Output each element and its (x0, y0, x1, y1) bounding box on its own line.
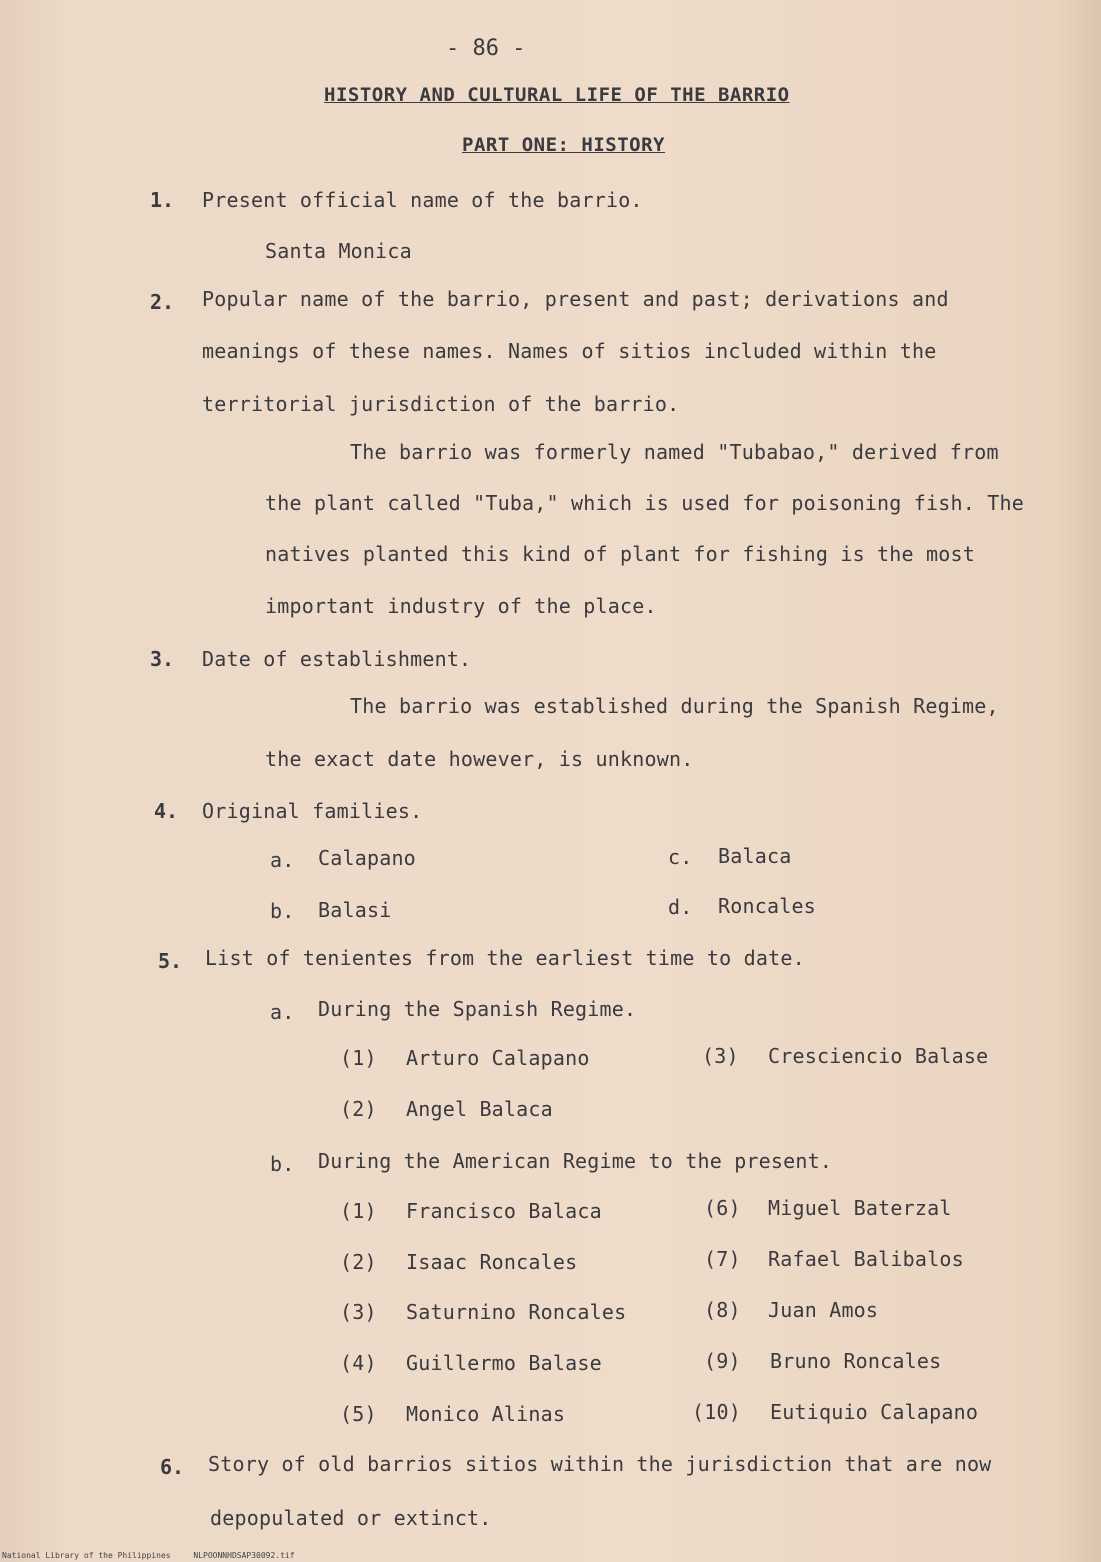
regime-heading: During the Spanish Regime. (318, 997, 637, 1021)
regime-label: a. (270, 1000, 295, 1024)
item-number-6: 6. (160, 1455, 185, 1479)
teniente-number: (3) (340, 1300, 377, 1324)
teniente-name: Guillermo Balase (406, 1351, 602, 1375)
regime-label: b. (270, 1152, 295, 1176)
teniente-number: (5) (340, 1402, 377, 1426)
teniente-number: (10) (692, 1400, 741, 1424)
item-number-5: 5. (158, 949, 183, 973)
page-number: - 86 - (446, 36, 526, 61)
footer-filename: NLPOONNHDSAP30092.tif (193, 1551, 295, 1560)
teniente-number: (2) (340, 1097, 377, 1121)
teniente-number: (3) (702, 1044, 739, 1068)
item-6-question-line: Story of old barrios sitios within the jurisdiction that are now (208, 1452, 992, 1476)
item-3-question: Date of establishment. (202, 647, 472, 671)
teniente-number: (4) (340, 1351, 377, 1375)
teniente-name: Juan Amos (768, 1298, 879, 1322)
family-label: c. (668, 845, 693, 869)
teniente-name: Miguel Baterzal (768, 1196, 952, 1220)
item-3-answer-line: The barrio was established during the Spanish Regime, (350, 694, 999, 718)
teniente-number: (2) (340, 1250, 377, 1274)
item-2-question-line: meanings of these names. Names of sitios included within the (202, 339, 937, 363)
teniente-name: Saturnino Roncales (406, 1300, 627, 1324)
item-number-1: 1. (150, 188, 175, 212)
item-2-question-line: territorial jurisdiction of the barrio. (202, 392, 680, 416)
family-name: Balaca (718, 844, 792, 868)
item-5-question: List of tenientes from the earliest time to date. (205, 946, 805, 970)
family-name: Roncales (718, 894, 816, 918)
teniente-number: (6) (704, 1196, 741, 1220)
teniente-name: Isaac Roncales (406, 1250, 578, 1274)
item-1-question: Present official name of the barrio. (202, 188, 643, 212)
item-4-question: Original families. (202, 799, 423, 823)
teniente-name: Monico Alinas (406, 1402, 566, 1426)
teniente-name: Rafael Balibalos (768, 1247, 964, 1271)
teniente-name: Cresciencio Balase (768, 1044, 989, 1068)
family-label: b. (270, 899, 295, 923)
item-2-answer-line: natives planted this kind of plant for fishing is the most (265, 542, 975, 566)
item-number-3: 3. (150, 647, 175, 671)
family-label: a. (270, 848, 295, 872)
item-number-2: 2. (150, 290, 175, 314)
part-heading: PART ONE: HISTORY (462, 134, 665, 156)
teniente-name: Arturo Calapano (406, 1046, 590, 1070)
footer-library: National Library of the Philippines (2, 1551, 171, 1560)
teniente-number: (9) (704, 1349, 741, 1373)
teniente-number: (1) (340, 1199, 377, 1223)
teniente-name: Francisco Balaca (406, 1199, 602, 1223)
teniente-number: (1) (340, 1046, 377, 1070)
item-6-question-line: depopulated or extinct. (210, 1506, 492, 1530)
item-number-4: 4. (154, 799, 179, 823)
family-name: Calapano (318, 846, 416, 870)
item-2-answer-line: important industry of the place. (265, 594, 657, 618)
item-2-answer-line: the plant called "Tuba," which is used for poisoning fish. The (265, 491, 1024, 515)
teniente-name: Eutiquio Calapano (770, 1400, 979, 1424)
document-title: HISTORY AND CULTURAL LIFE OF THE BARRIO (324, 84, 790, 106)
item-2-question-line: Popular name of the barrio, present and past; derivations and (202, 287, 949, 311)
item-3-answer-line: the exact date however, is unknown. (265, 747, 694, 771)
family-name: Balasi (318, 898, 392, 922)
teniente-number: (7) (704, 1247, 741, 1271)
family-label: d. (668, 895, 693, 919)
teniente-number: (8) (704, 1298, 741, 1322)
teniente-name: Angel Balaca (406, 1097, 553, 1121)
teniente-name: Bruno Roncales (770, 1349, 942, 1373)
regime-heading: During the American Regime to the present. (318, 1149, 833, 1173)
item-2-answer-line: The barrio was formerly named "Tubabao," derived from (350, 440, 999, 464)
item-1-answer: Santa Monica (265, 239, 412, 263)
scan-footer (2, 1551, 313, 1560)
